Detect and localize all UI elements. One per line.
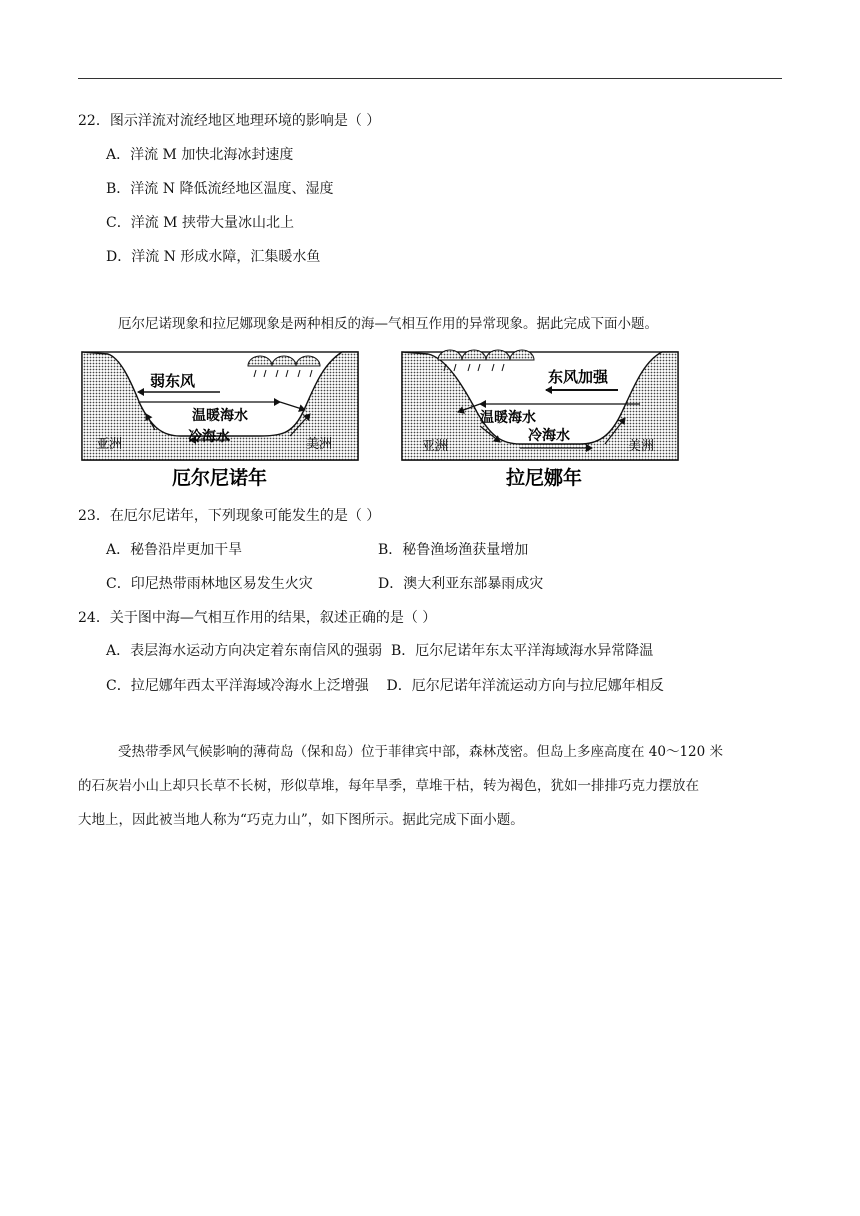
el-nino-cold-water-label: 冷海水 xyxy=(188,429,230,445)
el-nino-caption: 厄尔尼诺年 xyxy=(172,467,268,489)
q23-option-d: D．澳大利亚东部暴雨成灾 xyxy=(378,576,544,592)
el-nino-wind-label: 弱东风 xyxy=(150,372,196,390)
la-nina-america-label: 美洲 xyxy=(628,439,655,454)
chocolate-intro-line-3: 大地上，因此被当地人称为“巧克力山”，如下图所示。据此完成下面小题。 xyxy=(78,812,524,828)
la-nina-asia-label: 亚洲 xyxy=(422,439,449,454)
q22-option-b: B．洋流 N 降低流经地区温度、湿度 xyxy=(106,181,334,197)
la-nina-cloud-icon xyxy=(438,350,534,371)
q22-stem: 22．图示洋流对流经地区地理环境的影响是（ ） xyxy=(78,113,381,129)
q23-option-a: A．秘鲁沿岸更加干旱 xyxy=(106,542,243,558)
q22-option-c: C．洋流 M 挟带大量冰山北上 xyxy=(106,215,294,231)
enso-figure xyxy=(80,344,680,494)
chocolate-intro-line-2: 的石灰岩小山上却只长草不长树，形似草堆，每年旱季，草堆干枯，转为褐色，犹如一排排巧克力摆放在 xyxy=(78,778,699,794)
la-nina-cold-water-label: 冷海水 xyxy=(528,428,570,444)
q22-option-a: A．洋流 M 加快北海冰封速度 xyxy=(106,147,294,163)
header-rule xyxy=(78,78,782,79)
enso-intro: 厄尔尼诺现象和拉尼娜现象是两种相反的海—气相互作用的异常现象。据此完成下面小题。 xyxy=(118,316,658,332)
el-nino-asia-label: 亚洲 xyxy=(96,437,123,452)
chocolate-intro-line-1: 受热带季风气候影响的薄荷岛（保和岛）位于菲律宾中部，森林茂密。但岛上多座高度在 40～120 米 xyxy=(118,744,724,760)
q24-option-row-1: A．表层海水运动方向决定着东南信风的强弱 B．厄尔尼诺年东太平洋海域海水异常降温 xyxy=(106,643,654,659)
el-nino-warm-water-label: 温暖海水 xyxy=(192,408,248,424)
q23-stem: 23．在厄尔尼诺年，下列现象可能发生的是（ ） xyxy=(78,508,381,524)
q23-option-c: C．印尼热带雨林地区易发生火灾 xyxy=(106,576,313,592)
la-nina-warm-water-label: 温暖海水 xyxy=(480,410,536,426)
q24-stem: 24．关于图中海—气相互作用的结果，叙述正确的是（ ） xyxy=(78,610,437,626)
la-nina-panel xyxy=(402,350,678,489)
el-nino-panel xyxy=(82,352,358,489)
la-nina-caption: 拉尼娜年 xyxy=(506,467,583,489)
q23-option-b: B．秘鲁渔场渔获量增加 xyxy=(378,542,529,558)
el-nino-cloud-icon xyxy=(248,356,320,377)
la-nina-wind-label: 东风加强 xyxy=(548,368,609,386)
q24-option-row-2: C．拉尼娜年西太平洋海域冷海水上泛增强 D．厄尔尼诺年洋流运动方向与拉尼娜年相反 xyxy=(106,678,664,694)
el-nino-america-label: 美洲 xyxy=(306,437,333,452)
q22-option-d: D．洋流 N 形成水障，汇集暖水鱼 xyxy=(106,249,321,265)
